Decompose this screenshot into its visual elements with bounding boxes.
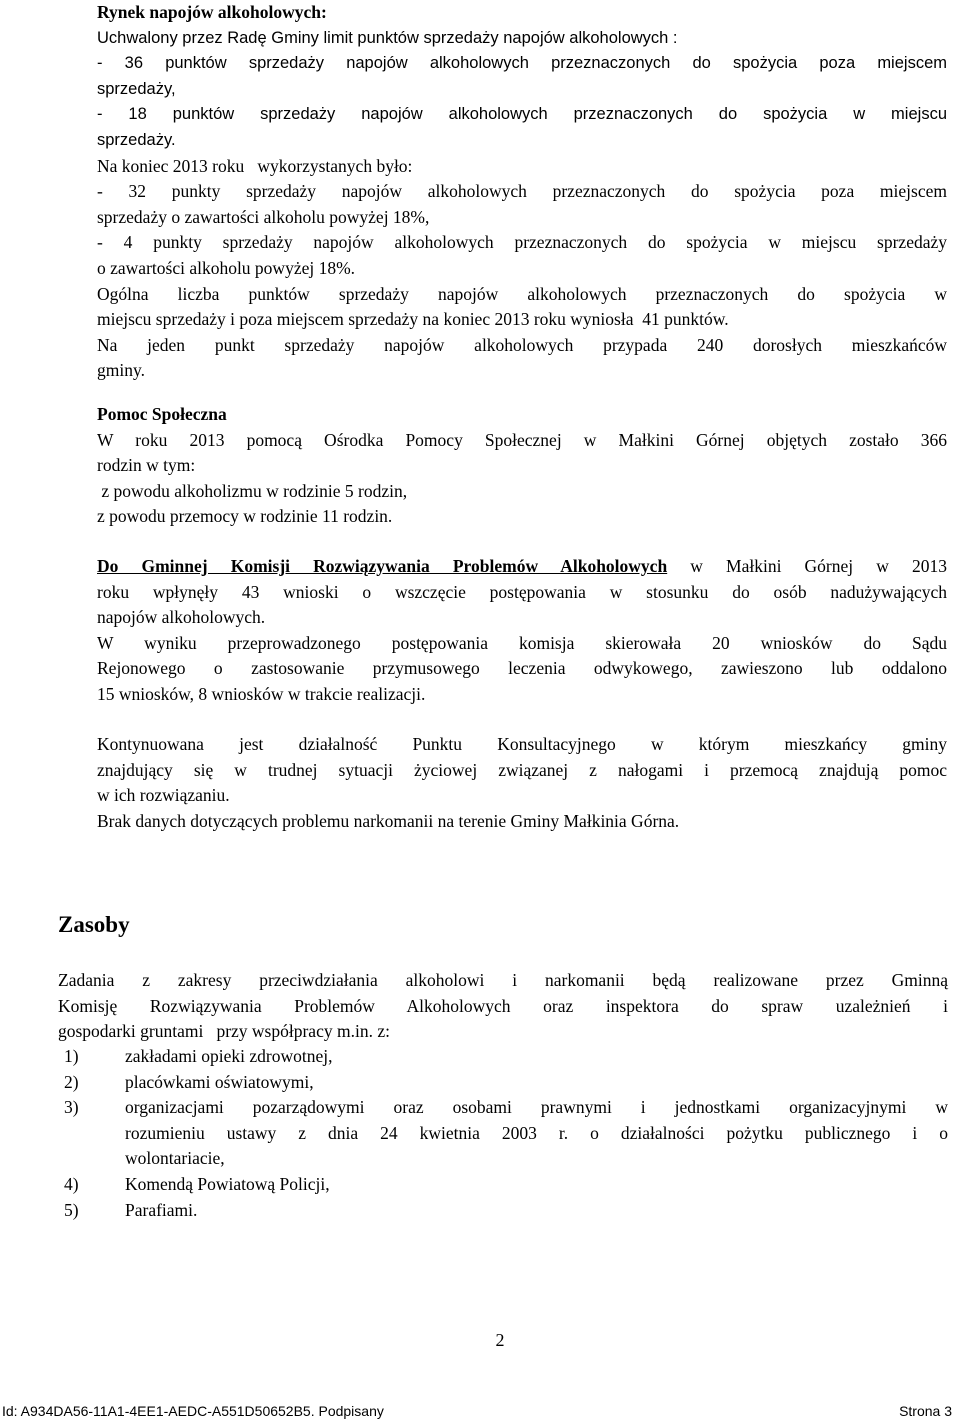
punkt-line: znajdujący się w trudnej sytuacji życiowej związanej z nałogami i przemocą znajdują pomoc xyxy=(97,759,947,780)
list-item-text: organizacjami pozarządowymi oraz osobami prawnymi i jednostkami organizacyjnymi w xyxy=(125,1097,948,1118)
zasoby-line: Komisję Rozwiązywania Problemów Alkoholowych oraz inspektora do spraw uzależnień i xyxy=(58,995,948,1016)
pomoc-line: rodzin w tym: xyxy=(97,455,196,476)
rynek-line: gminy. xyxy=(97,360,145,381)
list-item xyxy=(58,1172,948,1198)
list-item xyxy=(58,1095,948,1172)
rynek-line: sprzedaży, xyxy=(97,79,176,98)
list-item xyxy=(58,1070,948,1096)
footer-id: Id: A934DA56-11A1-4EE1-AEDC-A551D50652B5. Podpisany xyxy=(2,1403,384,1419)
zasoby-line: Zadania z zakresy przeciwdziałania alkoholowi i narkomanii będą realizowane przez Gminną xyxy=(58,970,948,990)
section-punkt xyxy=(97,732,947,834)
list-item-number: 1) xyxy=(64,1046,79,1066)
punkt-line: w ich rozwiązaniu. xyxy=(97,785,230,806)
list-item-text: wolontariacie, xyxy=(125,1148,225,1169)
rynek-line: sprzedaży. xyxy=(97,130,176,149)
rynek-line: sprzedaży o zawartości alkoholu powyżej 18%, xyxy=(97,206,430,227)
list-item-text: Komendą Powiatową Policji, xyxy=(125,1173,330,1194)
list-item-text: rozumieniu ustawy z dnia 24 kwietnia 2003 r. o działalności pożytku publicznego i o xyxy=(125,1122,948,1143)
rynek-title: Rynek napojów alkoholowych: xyxy=(97,2,327,22)
list-item-number: 5) xyxy=(64,1199,79,1220)
list-item-text: Parafiami. xyxy=(125,1199,198,1220)
page-number: 2 xyxy=(495,1330,505,1350)
rynek-line: - 18 punktów sprzedaży napojów alkoholowych przeznaczonych do spożycia w miejscu xyxy=(97,105,947,124)
komisja-line: roku wpłynęły 43 wnioski o wszczęcie postępowania w stosunku do osób nadużywających xyxy=(97,581,947,602)
list-item-number: 4) xyxy=(64,1173,79,1194)
pomoc-line: W roku 2013 pomocą Ośrodka Pomocy Społecznej w Małkini Górnej objętych zostało 366 xyxy=(97,429,947,450)
komisja-line: napojów alkoholowych. xyxy=(97,607,266,628)
punkt-line: Kontynuowana jest działalność Punktu Konsultacyjnego w którym mieszkańcy gminy xyxy=(97,734,947,754)
section-komisja xyxy=(97,554,947,708)
zasoby-list xyxy=(58,1044,948,1223)
rynek-line: miejscu sprzedaży i poza miejscem sprzedaży na koniec 2013 roku wyniosła 41 punktów. xyxy=(97,309,729,330)
list-item-number: 3) xyxy=(64,1097,79,1118)
rynek-line: - 36 punktów sprzedaży napojów alkoholowych przeznaczonych do spożycia poza miejscem xyxy=(97,54,947,73)
pomoc-title: Pomoc Społeczna xyxy=(97,404,227,424)
footer xyxy=(0,1403,960,1421)
komisja-line: 15 wniosków, 8 wniosków w trakcie realizacji. xyxy=(97,683,426,704)
rynek-line: Na jeden punkt sprzedaży napojów alkoholowych przypada 240 dorosłych mieszkańców xyxy=(97,334,947,355)
rynek-line: Na koniec 2013 roku wykorzystanych było: xyxy=(97,155,413,176)
zasoby-heading: Zasoby xyxy=(58,912,130,937)
rynek-line: - 4 punkty sprzedaży napojów alkoholowych przeznaczonych do spożycia w miejscu sprzedaży xyxy=(97,232,947,253)
pomoc-line: z powodu alkoholizmu w rodzinie 5 rodzin, xyxy=(97,480,408,501)
rynek-line: - 32 punkty sprzedaży napojów alkoholowych przeznaczonych do spożycia poza miejscem xyxy=(97,181,947,202)
list-item xyxy=(58,1198,948,1224)
komisja-line: Rejonowego o zastosowanie przymusowego leczenia odwykowego, zawieszono lub oddalono xyxy=(97,658,947,679)
section-pomoc xyxy=(97,402,947,530)
rynek-line: o zawartości alkoholu powyżej 18%. xyxy=(97,257,356,278)
list-item-text: placówkami oświatowymi, xyxy=(125,1071,314,1092)
komisja-title: Do Gminnej Komisji Rozwiązywania Problemów Alkoholowych xyxy=(97,556,668,576)
zasoby-intro xyxy=(58,968,948,1045)
rynek-line: Uchwalony przez Radę Gminy limit punktów sprzedaży napojów alkoholowych : xyxy=(97,28,678,47)
zasoby-line: gospodarki gruntami przy współpracy m.in. z: xyxy=(58,1021,390,1042)
pomoc-line: z powodu przemocy w rodzinie 11 rodzin. xyxy=(97,506,393,527)
komisja-first-line: w Małkini Górnej w 2013 xyxy=(667,556,947,576)
list-item-number: 2) xyxy=(64,1071,79,1092)
rynek-line: Ogólna liczba punktów sprzedaży napojów alkoholowych przeznaczonych do spożycia w xyxy=(97,283,947,304)
punkt-line: Brak danych dotyczących problemu narkomanii na terenie Gminy Małkinia Górna. xyxy=(97,810,680,831)
footer-page: Strona 3 xyxy=(899,1403,952,1419)
komisja-line: W wyniku przeprowadzonego postępowania komisja skierowała 20 wniosków do Sądu xyxy=(97,632,947,653)
section-rynek xyxy=(97,0,947,384)
list-item xyxy=(58,1044,948,1070)
list-item-text: zakładami opieki zdrowotnej, xyxy=(125,1046,333,1066)
